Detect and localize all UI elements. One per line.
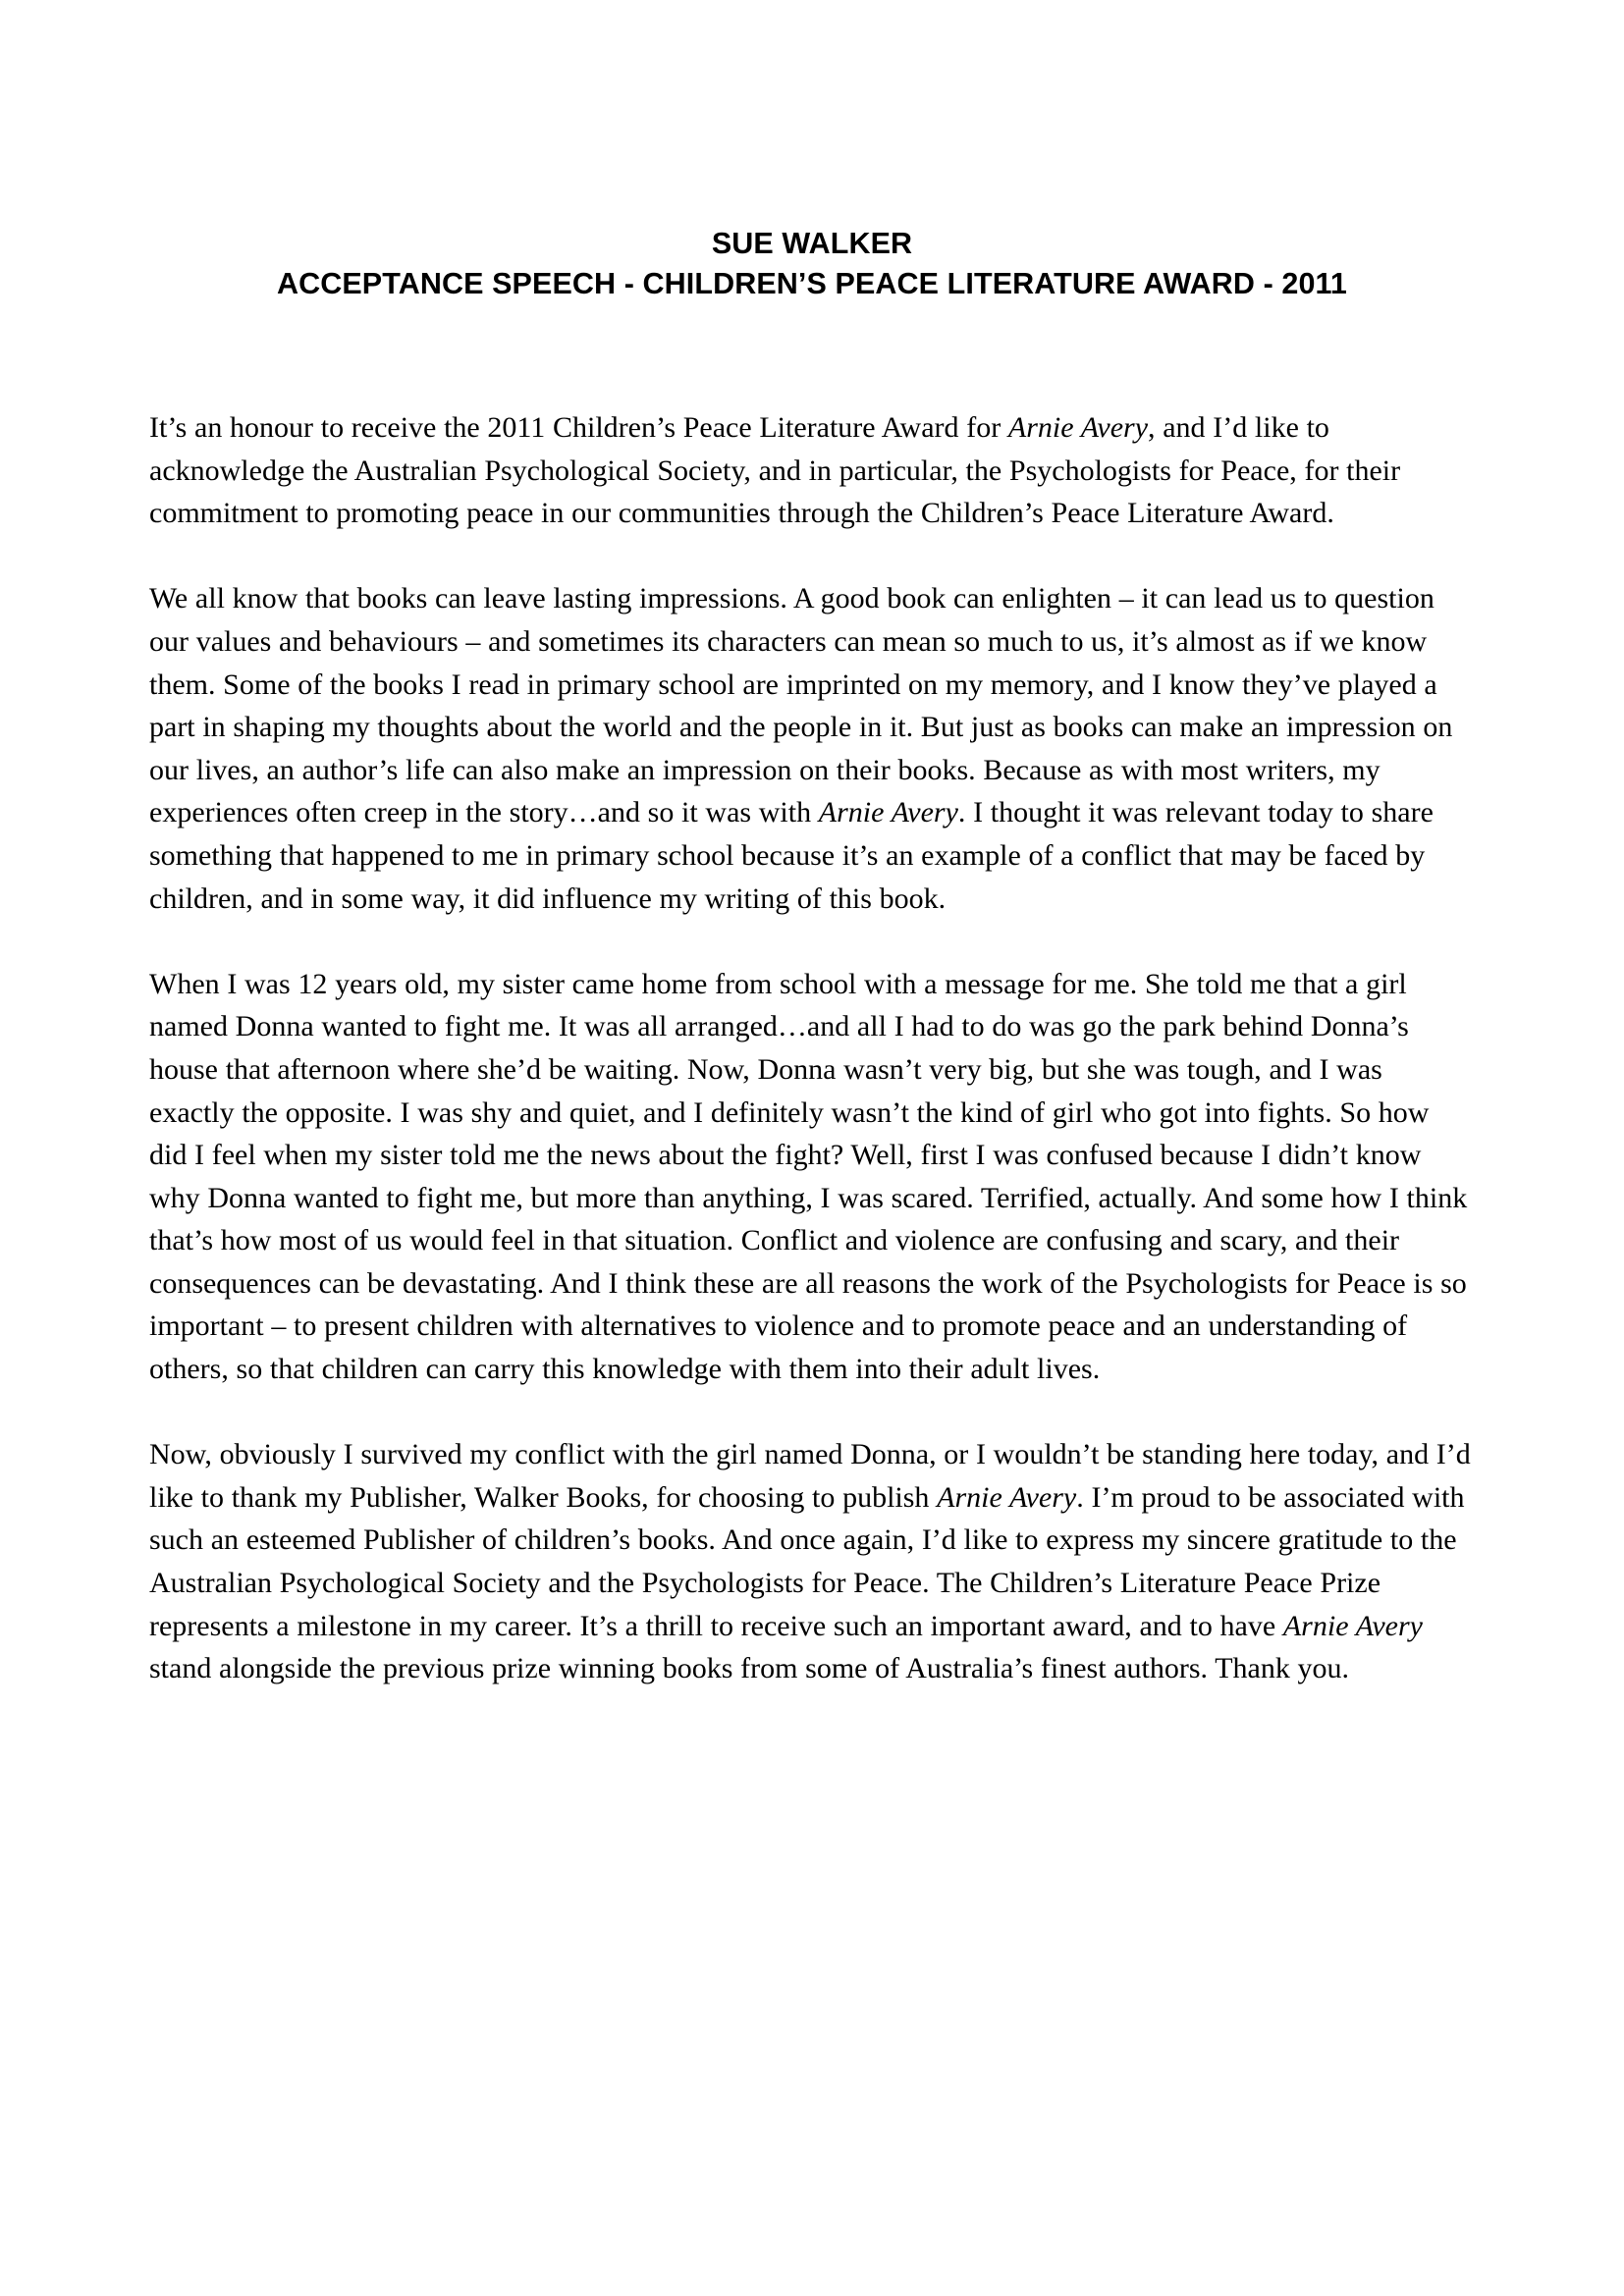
text-run: . I thought it was relevant today to share something that happened to me in primary school because it’s an example of a conflict that may be faced by children, and in some way, it did influence my writing of this book. <box>149 796 1434 915</box>
paragraph-3 <box>149 963 1473 1391</box>
text-run: , and I’d like to acknowledge the Australian Psychological Society, and in particular, the Psychologists for Peace, for their commitment to promoting peace in our communities through the Children’s Peace Literature Award. <box>149 411 1401 530</box>
text-run: . I’m proud to be associated with such an esteemed Publisher of children’s books. And once again, I’d like to express my sincere gratitude to the Australian Psychological Society and the Psychologists for Peace. The Children’s Literature Peace Prize represents a milestone in my career. It’s a thrill to receive such an important award, and to have <box>149 1480 1465 1642</box>
book-title-italic: Arnie Avery <box>1007 411 1149 444</box>
text-run: We all know that books can leave lasting impressions. A good book can enlighten – it can lead us to question our values and behaviours – and sometimes its characters can mean so much to us, it’s almost as if we know them. Some of the books I read in primary school are imprinted on my memory, and I know they’ve played a part in shaping my thoughts about the world and the people in it. But just as books can make an impression on our lives, an author’s life can also make an impression on their books. Because as with most writers, my experiences often creep in the story…and so it was with <box>149 582 1453 829</box>
book-title-italic: Arnie Avery <box>937 1480 1077 1514</box>
paragraph-1 <box>149 406 1473 535</box>
text-run: It’s an honour to receive the 2011 Children’s Peace Literature Award for <box>149 411 1008 444</box>
text-run: stand alongside the previous prize winning books from some of Australia’s finest authors. Thank you. <box>149 1652 1350 1685</box>
heading-line-author: SUE WALKER <box>711 227 913 260</box>
book-title-italic: Arnie Avery <box>1282 1609 1423 1642</box>
paragraph-2 <box>149 577 1473 920</box>
paragraph-4 <box>149 1433 1473 1690</box>
heading-line-subject: ACCEPTANCE SPEECH - CHILDREN’S PEACE LITERATURE AWARD - 2011 <box>276 267 1347 300</box>
text-run: When I was 12 years old, my sister came home from school with a message for me. She told me that a girl named Donna wanted to fight me. It was all arranged…and all I had to do was go the park behind Donna’s house that afternoon where she’d be waiting. Now, Donna wasn’t very big, but she was tough, and I was exactly the opposite. I was shy and quiet, and I definitely wasn’t the kind of girl who got into fights. So how did I feel when my sister told me the news about the fight? Well, first I was confused because I didn’t know why Donna wanted to fight me, but more than anything, I was scared. Terrified, actually. And some how I think that’s how most of us would feel in that situation. Conflict and violence are confusing and scary, and their consequences can be devastating. And I think these are all reasons the work of the Psychologists for Peace is so important – to present children with alternatives to violence and to promote peace and an understanding of others, so that children can carry this knowledge with them into their adult lives. <box>149 967 1468 1386</box>
book-title-italic: Arnie Avery <box>818 796 958 829</box>
text-run: Now, obviously I survived my conflict with the girl named Donna, or I wouldn’t be standing here today, and I’d like to thank my Publisher, Walker Books, for choosing to publish <box>149 1438 1471 1514</box>
document-body <box>149 406 1473 1690</box>
document-heading <box>0 224 1624 304</box>
